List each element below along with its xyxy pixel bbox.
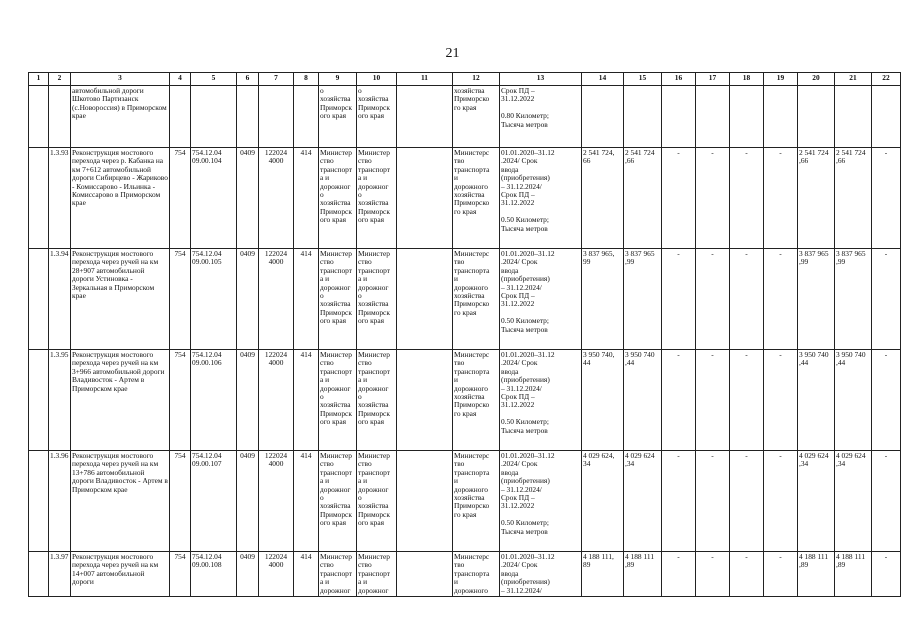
investment-recipient-text: Министерс тво транспорта и дорожного хозяйства Приморско го края	[454, 451, 490, 519]
cell-col-16	[662, 249, 696, 350]
cell-col-16-text: -	[677, 249, 680, 258]
estimated-cost	[582, 552, 624, 597]
header-cell: 21	[835, 73, 872, 86]
header-cell: 22	[872, 73, 901, 86]
cell-col-22	[872, 249, 901, 350]
deadlines-capacity	[500, 249, 582, 350]
table-row	[29, 249, 901, 350]
investment-recipient	[453, 451, 500, 552]
cell-col-22-text: -	[884, 451, 888, 460]
budget-code	[191, 451, 237, 552]
row-number	[49, 451, 71, 552]
section-code-text: 0409	[240, 249, 255, 258]
chapter-code-text: 754	[174, 552, 186, 561]
state-customer	[357, 350, 397, 451]
cell-col-19-text: -	[779, 148, 782, 157]
cell-col-11	[397, 350, 453, 451]
expense-type	[294, 552, 319, 597]
object-name	[71, 249, 170, 350]
budget-code-text: 754.12.04 09.00.104	[192, 148, 222, 166]
cell-col-17-text: -	[711, 451, 714, 460]
chapter-code	[170, 451, 191, 552]
object-name	[71, 350, 170, 451]
object-name	[71, 451, 170, 552]
total-financing-text: 4 188 111 ,89	[625, 552, 655, 570]
state-customer	[357, 249, 397, 350]
cell-col-17	[696, 249, 730, 350]
estimated-cost-text: 2 541 724, 66	[583, 148, 615, 166]
registry-table	[28, 72, 901, 597]
object-name-text: автомобильной дороги Шкотово Партизанск (с.Новороссия) в Приморском крае	[72, 86, 167, 121]
expense-type-text: 414	[300, 350, 312, 359]
object-name	[71, 148, 170, 249]
value-col-20	[798, 350, 835, 451]
total-financing	[624, 350, 662, 451]
cell-col-16-text: -	[677, 350, 680, 359]
cell-col-19	[764, 552, 798, 597]
cell-col-18	[730, 86, 764, 148]
total-financing	[624, 249, 662, 350]
total-financing-text: 2 541 724 ,66	[625, 148, 655, 166]
expense-type	[294, 451, 319, 552]
state-customer-text: о хозяйства Приморск ого края	[358, 86, 390, 121]
value-col-20-text: 2 541 724 ,66	[799, 148, 829, 166]
section-code-text: 0409	[240, 148, 255, 157]
cell-col-18	[730, 148, 764, 249]
budget-code	[191, 249, 237, 350]
row-number	[49, 249, 71, 350]
header-row	[29, 73, 901, 86]
section-code	[237, 350, 259, 451]
responsible-executor-text: Министер ство транспорт а и дорожног о хозяйства Приморск ого края	[320, 451, 353, 528]
cell-col-19	[764, 451, 798, 552]
cell-col-11	[397, 86, 453, 148]
row-number-text: 1.3.94	[50, 249, 69, 258]
table-row	[29, 350, 901, 451]
cell-col-16-text: -	[677, 451, 680, 460]
row-number	[49, 350, 71, 451]
expense-type	[294, 86, 319, 148]
object-name-text: Реконструкция мостового перехода через р. Кабанка на км 7+612 автомобильной дороги Сибирцево - Жариково - Комиссарово - Ильинка - Комиссарово в Приморском крае	[72, 148, 168, 208]
estimated-cost	[582, 86, 624, 148]
cell-col-22	[872, 552, 901, 597]
estimated-cost	[582, 249, 624, 350]
value-col-21	[835, 148, 872, 249]
target-code	[259, 552, 294, 597]
cell-col-17	[696, 350, 730, 451]
chapter-code	[170, 86, 191, 148]
responsible-executor-text: Министер ство транспорт а и дорожног о хозяйства Приморск ого края	[320, 249, 353, 326]
estimated-cost-text: 3 950 740, 44	[583, 350, 615, 368]
cell-col-22-text: -	[884, 249, 888, 258]
cell-col-1	[29, 148, 49, 249]
header-cell: 10	[357, 73, 397, 86]
cell-col-22-text: -	[884, 148, 888, 157]
section-code	[237, 86, 259, 148]
estimated-cost	[582, 350, 624, 451]
header-cell: 13	[500, 73, 582, 86]
header-cell: 8	[294, 73, 319, 86]
budget-code	[191, 148, 237, 249]
value-col-20	[798, 86, 835, 148]
deadlines-capacity-text: 01.01.2020–31.12 .2024/ Срок ввода (приобретения) – 31.12.2024/	[501, 552, 555, 595]
chapter-code	[170, 552, 191, 597]
cell-col-22	[872, 451, 901, 552]
header-cell: 5	[191, 73, 237, 86]
cell-col-19	[764, 350, 798, 451]
cell-col-17-text: -	[711, 350, 714, 359]
cell-col-1	[29, 552, 49, 597]
cell-col-17	[696, 451, 730, 552]
deadlines-capacity	[500, 86, 582, 148]
budget-code	[191, 552, 237, 597]
value-col-20	[798, 249, 835, 350]
budget-code-text: 754.12.04 09.00.105	[192, 249, 222, 267]
estimated-cost-text: 3 837 965, 99	[583, 249, 615, 267]
investment-recipient-text: Министерс тво транспорта и дорожного	[454, 552, 490, 595]
cell-col-18-text: -	[745, 249, 748, 258]
cell-col-16	[662, 350, 696, 451]
table-row	[29, 451, 901, 552]
investment-recipient-text: хозяйства Приморско го края	[454, 86, 490, 112]
expense-type	[294, 148, 319, 249]
total-financing-text: 4 029 624 ,34	[625, 451, 655, 469]
header-cell: 11	[397, 73, 453, 86]
header-cell: 6	[237, 73, 259, 86]
row-number	[49, 86, 71, 148]
expense-type-text: 414	[300, 249, 312, 258]
total-financing	[624, 148, 662, 249]
cell-col-1	[29, 86, 49, 148]
cell-col-16-text: -	[677, 148, 680, 157]
expense-type	[294, 249, 319, 350]
state-customer	[357, 451, 397, 552]
cell-col-17	[696, 552, 730, 597]
deadlines-capacity-text: 01.01.2020–31.12 .2024/ Срок ввода (приобретения) – 31.12.2024/ Срок ПД – 31.12.2022 0.50 Километр; Тысяча метров	[501, 148, 555, 233]
state-customer-text: Министер ство транспорт а и дорожног о хозяйства Приморск ого края	[358, 350, 391, 427]
cell-col-1	[29, 249, 49, 350]
cell-col-1	[29, 350, 49, 451]
value-col-20-text: 4 188 111 ,89	[799, 552, 829, 570]
total-financing-text: 3 837 965 ,99	[625, 249, 655, 267]
value-col-21	[835, 451, 872, 552]
value-col-21-text: 4 188 111 ,89	[836, 552, 866, 570]
deadlines-capacity-text: 01.01.2020–31.12 .2024/ Срок ввода (приобретения) – 31.12.2024/ Срок ПД – 31.12.2022 0.50 Километр; Тысяча метров	[501, 350, 555, 435]
target-code	[259, 350, 294, 451]
object-name-text: Реконструкция мостового перехода через ручей на км 3+966 автомобильной дороги Владивосток - Артем в Приморском крае	[72, 350, 165, 393]
chapter-code	[170, 249, 191, 350]
responsible-executor-text: Министер ство транспорт а и дорожног	[320, 552, 353, 595]
chapter-code-text: 754	[174, 451, 186, 460]
value-col-21	[835, 350, 872, 451]
cell-col-1	[29, 451, 49, 552]
object-name-text: Реконструкция мостового перехода через ручей на км 13+786 автомобильной дороги Владивосток - Артем в Приморском крае	[72, 451, 168, 494]
expense-type-text: 414	[300, 148, 312, 157]
total-financing	[624, 451, 662, 552]
section-code	[237, 451, 259, 552]
value-col-21	[835, 249, 872, 350]
section-code-text: 0409	[240, 451, 255, 460]
responsible-executor	[319, 552, 357, 597]
table-row	[29, 86, 901, 148]
value-col-21-text: 3 837 965 ,99	[836, 249, 866, 267]
target-code	[259, 249, 294, 350]
investment-recipient	[453, 148, 500, 249]
header-cell: 1	[29, 73, 49, 86]
target-code-text: 122024 4000	[264, 552, 288, 570]
deadlines-capacity-text: Срок ПД – 31.12.2022 0.80 Километр; Тысяча метров	[501, 86, 549, 129]
cell-col-17	[696, 148, 730, 249]
estimated-cost	[582, 148, 624, 249]
budget-code	[191, 350, 237, 451]
row-number	[49, 552, 71, 597]
target-code-text: 122024 4000	[264, 350, 288, 368]
cell-col-19-text: -	[779, 451, 782, 460]
cell-col-22	[872, 148, 901, 249]
chapter-code-text: 754	[174, 249, 186, 258]
deadlines-capacity	[500, 350, 582, 451]
cell-col-19	[764, 148, 798, 249]
header-cell: 17	[696, 73, 730, 86]
cell-col-17	[696, 86, 730, 148]
cell-col-18	[730, 451, 764, 552]
cell-col-19	[764, 86, 798, 148]
state-customer-text: Министер ство транспорт а и дорожног о хозяйства Приморск ого края	[358, 451, 391, 528]
value-col-20-text: 3 950 740 ,44	[799, 350, 829, 368]
page-number: 21	[445, 46, 460, 61]
cell-col-18-text: -	[745, 552, 748, 561]
section-code	[237, 249, 259, 350]
header-cell: 15	[624, 73, 662, 86]
state-customer	[357, 552, 397, 597]
table-row	[29, 552, 901, 597]
investment-recipient-text: Министерс тво транспорта и дорожного хозяйства Приморско го края	[454, 350, 490, 418]
cell-col-22	[872, 350, 901, 451]
cell-col-22-text: -	[884, 350, 888, 359]
deadlines-capacity	[500, 552, 582, 597]
estimated-cost-text: 4 188 111, 89	[583, 552, 614, 570]
value-col-21-text: 4 029 624 ,34	[836, 451, 866, 469]
estimated-cost-text: 4 029 624, 34	[583, 451, 615, 469]
chapter-code	[170, 148, 191, 249]
header-cell: 7	[259, 73, 294, 86]
responsible-executor-text: о хозяйства Приморск ого края	[320, 86, 352, 121]
row-number-text: 1.3.97	[50, 552, 69, 561]
cell-col-17-text: -	[711, 148, 714, 157]
value-col-21-text: 3 950 740 ,44	[836, 350, 866, 368]
value-col-20-text: 3 837 965 ,99	[799, 249, 829, 267]
cell-col-18-text: -	[745, 451, 748, 460]
deadlines-capacity-text: 01.01.2020–31.12 .2024/ Срок ввода (приобретения) – 31.12.2024/ Срок ПД – 31.12.2022 0.50 Километр; Тысяча метров	[501, 249, 555, 334]
section-code	[237, 552, 259, 597]
row-number-text: 1.3.96	[50, 451, 69, 460]
investment-recipient-text: Министерс тво транспорта и дорожного хозяйства Приморско го края	[454, 249, 490, 317]
investment-recipient	[453, 86, 500, 148]
cell-col-19-text: -	[779, 350, 782, 359]
header-cell: 3	[71, 73, 170, 86]
expense-type-text: 414	[300, 552, 312, 561]
state-customer	[357, 148, 397, 249]
responsible-executor	[319, 451, 357, 552]
total-financing-text: 3 950 740 ,44	[625, 350, 655, 368]
object-name	[71, 552, 170, 597]
cell-col-18	[730, 249, 764, 350]
cell-col-17-text: -	[711, 249, 714, 258]
responsible-executor	[319, 148, 357, 249]
header-cell: 9	[319, 73, 357, 86]
state-customer-text: Министер ство транспорт а и дорожног о хозяйства Приморск ого края	[358, 249, 391, 326]
responsible-executor	[319, 249, 357, 350]
cell-col-11	[397, 249, 453, 350]
cell-col-18	[730, 350, 764, 451]
responsible-executor-text: Министер ство транспорт а и дорожног о хозяйства Приморск ого края	[320, 350, 353, 427]
header-cell: 18	[730, 73, 764, 86]
header-cell: 20	[798, 73, 835, 86]
cell-col-16	[662, 86, 696, 148]
target-code	[259, 451, 294, 552]
cell-col-16	[662, 148, 696, 249]
investment-recipient-text: Министерс тво транспорта и дорожного хозяйства Приморско го края	[454, 148, 490, 216]
cell-col-18-text: -	[745, 350, 748, 359]
value-col-20	[798, 148, 835, 249]
target-code-text: 122024 4000	[264, 148, 288, 166]
cell-col-22	[872, 86, 901, 148]
cell-col-11	[397, 451, 453, 552]
header-cell: 16	[662, 73, 696, 86]
chapter-code-text: 754	[174, 350, 186, 359]
chapter-code-text: 754	[174, 148, 186, 157]
section-code-text: 0409	[240, 350, 255, 359]
deadlines-capacity	[500, 148, 582, 249]
value-col-21-text: 2 541 724 ,66	[836, 148, 866, 166]
expense-type-text: 414	[300, 451, 312, 460]
section-code-text: 0409	[240, 552, 255, 561]
investment-recipient	[453, 249, 500, 350]
cell-col-11	[397, 552, 453, 597]
estimated-cost	[582, 451, 624, 552]
total-financing	[624, 86, 662, 148]
target-code	[259, 148, 294, 249]
responsible-executor	[319, 350, 357, 451]
chapter-code	[170, 350, 191, 451]
total-financing	[624, 552, 662, 597]
header-cell: 12	[453, 73, 500, 86]
header-cell: 2	[49, 73, 71, 86]
target-code-text: 122024 4000	[264, 249, 288, 267]
row-number-text: 1.3.93	[50, 148, 69, 157]
cell-col-19-text: -	[779, 552, 782, 561]
row-number-text: 1.3.95	[50, 350, 69, 359]
responsible-executor-text: Министер ство транспорт а и дорожног о хозяйства Приморск ого края	[320, 148, 353, 225]
target-code	[259, 86, 294, 148]
cell-col-16	[662, 552, 696, 597]
row-number	[49, 148, 71, 249]
cell-col-16-text: -	[677, 552, 680, 561]
object-name	[71, 86, 170, 148]
deadlines-capacity	[500, 451, 582, 552]
cell-col-18-text: -	[745, 148, 748, 157]
budget-code	[191, 86, 237, 148]
budget-code-text: 754.12.04 09.00.107	[192, 451, 222, 469]
value-col-20	[798, 552, 835, 597]
state-customer	[357, 86, 397, 148]
cell-col-19-text: -	[779, 249, 782, 258]
section-code	[237, 148, 259, 249]
value-col-21	[835, 86, 872, 148]
state-customer-text: Министер ство транспорт а и дорожног	[358, 552, 391, 595]
investment-recipient	[453, 350, 500, 451]
budget-code-text: 754.12.04 09.00.106	[192, 350, 222, 368]
cell-col-22-text: -	[884, 552, 888, 561]
header-cell: 4	[170, 73, 191, 86]
header-cell: 14	[582, 73, 624, 86]
object-name-text: Реконструкция мостового перехода через ручей на км 28+907 автомобильной дороги Устиновка - Зеркальная в Приморском крае	[72, 249, 159, 301]
state-customer-text: Министер ство транспорт а и дорожног о хозяйства Приморск ого края	[358, 148, 391, 225]
budget-code-text: 754.12.04 09.00.108	[192, 552, 222, 570]
cell-col-11	[397, 148, 453, 249]
cell-col-17-text: -	[711, 552, 714, 561]
value-col-20-text: 4 029 624 ,34	[799, 451, 829, 469]
object-name-text: Реконструкция мостового перехода через ручей на км 14+007 автомобильной дороги	[72, 552, 159, 587]
value-col-20	[798, 451, 835, 552]
value-col-21	[835, 552, 872, 597]
responsible-executor	[319, 86, 357, 148]
target-code-text: 122024 4000	[264, 451, 288, 469]
cell-col-18	[730, 552, 764, 597]
table-row	[29, 148, 901, 249]
header-cell: 19	[764, 73, 798, 86]
expense-type	[294, 350, 319, 451]
cell-col-16	[662, 451, 696, 552]
deadlines-capacity-text: 01.01.2020–31.12 .2024/ Срок ввода (приобретения) – 31.12.2024/ Срок ПД – 31.12.2022 0.50 Километр; Тысяча метров	[501, 451, 555, 536]
cell-col-19	[764, 249, 798, 350]
investment-recipient	[453, 552, 500, 597]
